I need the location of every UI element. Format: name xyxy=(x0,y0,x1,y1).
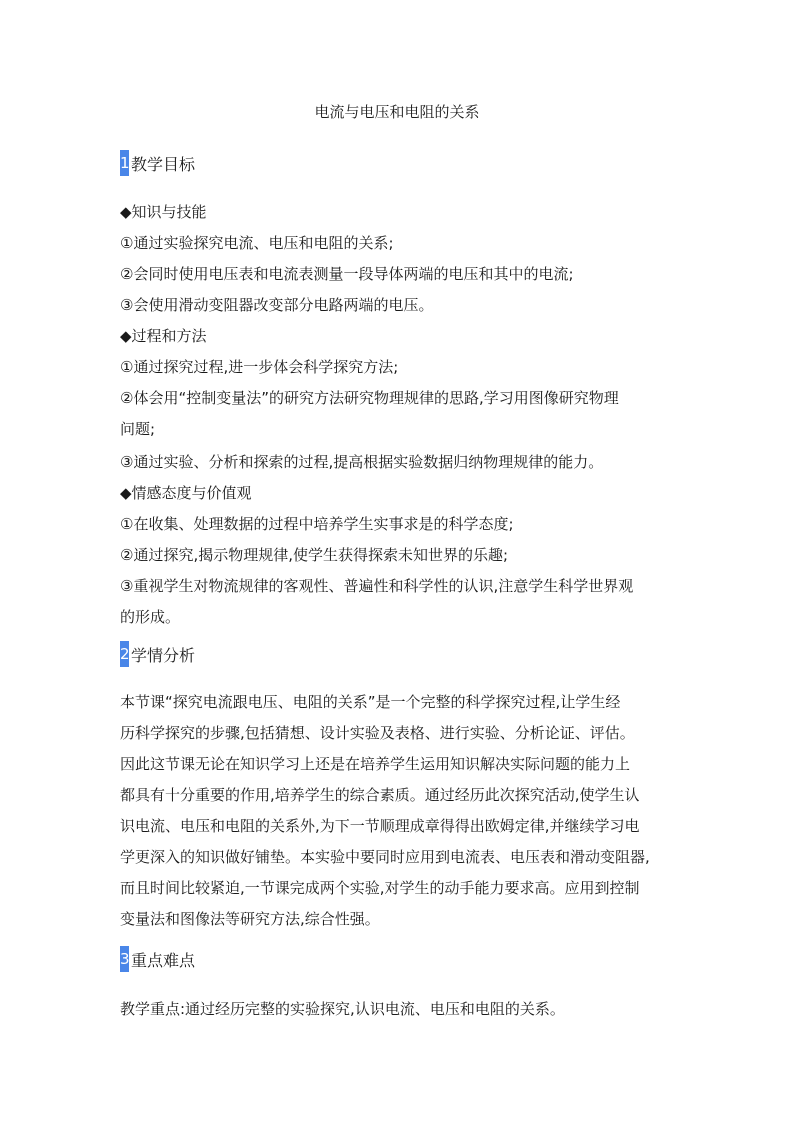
section-heading-1 xyxy=(120,150,195,176)
process-item-1: ①通过探究过程,进一步体会科学探究方法; xyxy=(120,358,399,376)
knowledge-item-2: ②会同时使用电压表和电流表测量一段导体两端的电压和其中的电流; xyxy=(120,265,574,283)
analysis-line: 识电流、电压和电阻的关系外,为下一节顺理成章得得出欧姆定律,并继续学习电 xyxy=(120,817,640,835)
emotion-heading: ◆情感态度与价值观 xyxy=(120,484,252,502)
analysis-line: 而且时间比较紧迫,一节课完成两个实验,对学生的动手能力要求高。应用到控制 xyxy=(120,879,640,897)
analysis-line: 本节课“探究电流跟电压、电阻的关系”是一个完整的科学探究过程,让学生经 xyxy=(120,693,621,711)
analysis-line: 都具有十分重要的作用,培养学生的综合素质。通过经历此次探究活动,使学生认 xyxy=(120,786,640,804)
section-number-badge: 2 xyxy=(120,641,129,667)
section-heading-text: 重点难点 xyxy=(131,950,196,970)
section-number-badge: 1 xyxy=(120,150,129,176)
process-heading: ◆过程和方法 xyxy=(120,327,207,345)
knowledge-heading: ◆知识与技能 xyxy=(120,203,207,221)
analysis-line: 因此这节课无论在知识学习上还是在培养学生运用知识解决实际问题的能力上 xyxy=(120,755,631,773)
analysis-line: 变量法和图像法等研究方法,综合性强。 xyxy=(120,910,380,928)
analysis-paragraph xyxy=(120,687,680,935)
process-item-3: ③通过实验、分析和探索的过程,提高根据实验数据归纳物理规律的能力。 xyxy=(120,453,604,471)
section-heading-2 xyxy=(120,641,195,667)
section-heading-text: 教学目标 xyxy=(131,154,196,174)
analysis-line: 历科学探究的步骤,包括猜想、设计实验及表格、进行实验、分析论证、评估。 xyxy=(120,724,635,742)
section-heading-text: 学情分析 xyxy=(131,645,196,665)
emotion-item-3-cont: 的形成。 xyxy=(120,608,181,626)
key-point-text: 教学重点:通过经历完整的实验探究,认识电流、电压和电阻的关系。 xyxy=(120,1000,565,1018)
emotion-item-3: ③重视学生对物流规律的客观性、普遍性和科学性的认识,注意学生科学世界观 xyxy=(120,577,634,595)
section-heading-3 xyxy=(120,946,195,972)
document-title: 电流与电压和电阻的关系 xyxy=(314,103,480,121)
process-item-2: ②体会用“控制变量法”的研究方法研究物理规律的思路,学习用图像研究物理 xyxy=(120,389,619,407)
section-number-badge: 3 xyxy=(120,946,129,972)
knowledge-item-3: ③会使用滑动变阻器改变部分电路两端的电压。 xyxy=(120,296,434,314)
process-item-2-cont: 问题; xyxy=(120,420,156,438)
emotion-item-1: ①在收集、处理数据的过程中培养学生实事求是的科学态度; xyxy=(120,515,514,533)
analysis-line: 学更深入的知识做好铺垫。本实验中要同时应用到电流表、电压表和滑动变阻器, xyxy=(120,848,650,866)
knowledge-item-1: ①通过实验探究电流、电压和电阻的关系; xyxy=(120,234,394,252)
emotion-item-2: ②通过探究,揭示物理规律,使学生获得探索未知世界的乐趣; xyxy=(120,546,509,564)
